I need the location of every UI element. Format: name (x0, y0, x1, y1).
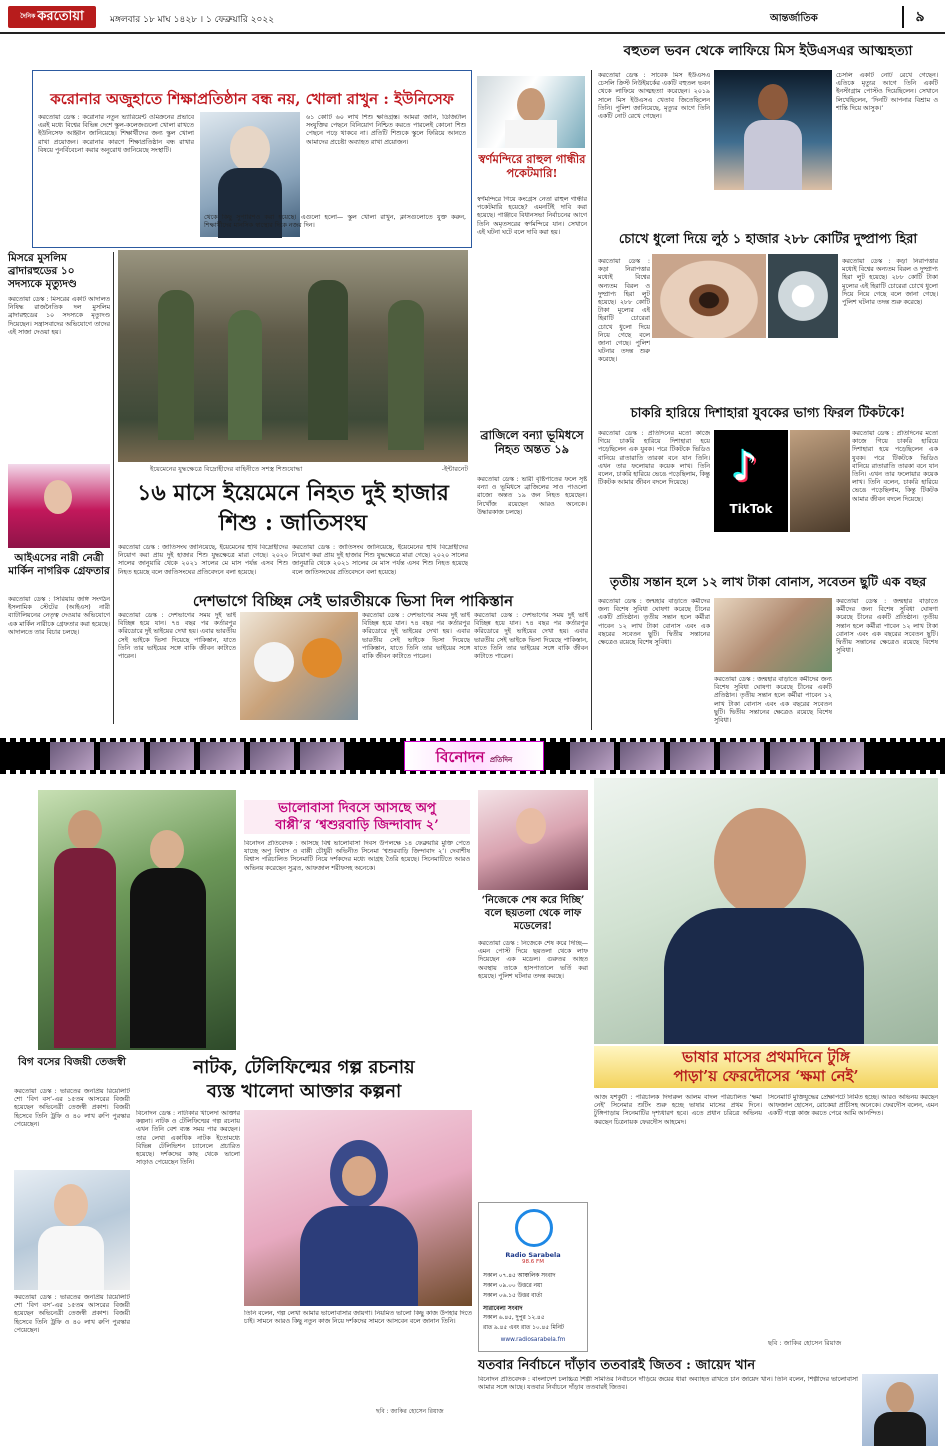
unicef-body-3: থেকে কিছু সুপারিশও করা হয়েছে। এগুলো হলো— স্কুল খোলা রাখুন, ক্লাসগুলোতে যুক্ত করুন, শিক্ষার্থীদের মানসিক স্বাস্থ্যের দিকে নজর দিন। (204, 214, 466, 230)
nijeke-headline: ‘নিজেকে শেষ করে দিচ্ছি’ বলে ছয়তলা থেকে লাফ মডেলের! (481, 895, 585, 932)
diamond-headline: চোখে ধুলো দিয়ে লুঠ ১ হাজার ২৮৮ কোটির দুষ্প্রাপ্য হিরা (618, 232, 918, 247)
radio-schedule-1: সকাল ০৭.৪৫ আঞ্চলিক সংবাদ (483, 1273, 556, 1279)
visa-body-3: করতোয়া ডেস্ক : দেশভাগের সময় দুই ভাই বিচ্ছিন্ন হয়ে যান। ৭৪ বছর পর কর্তারপুর করিডোরে দুই ভাইয়ের দেখা হয়। এবার ভারতীয় সেই ভাইকে ভিসা দিয়েছে পাকিস্তান, যাতে তিনি তার ভাইয়ের সঙ্গে বাকি জীবন কাটাতে পারেন। (474, 612, 588, 661)
visa-brothers-photo (240, 612, 358, 720)
diamond-body: করতোয়া ডেস্ক : কড়া নিরাপত্তার মধ্যেই বিশ্বের অন্যতম বিরল ও দুষ্প্রাপ্য হিরা লুট হয়েছে। ২৮৮ কোটি টাকা মূল্যের এই হিরাটি চোরেরা চোখে ধুলো দিয়ে নিয়ে গেছে বলে জানা গেছে। পুলিশ ঘটনার তদন্ত শুরু করেছে। (598, 258, 650, 364)
visa-body: করতোয়া ডেস্ক : দেশভাগের সময় দুই ভাই বিচ্ছিন্ন হয়ে যান। ৭৪ বছর পর কর্তারপুর করিডোরে দুই ভাইয়ের দেখা হয়। এবার ভারতীয় সেই ভাইকে ভিসা দিয়েছে পাকিস্তান, যাতে তিনি তার ভাইয়ের সঙ্গে বাকি জীবন কাটাতে পারেন। (118, 612, 236, 661)
radio-sarabela-ad (478, 1202, 588, 1352)
bonus-body-2: করতোয়া ডেস্ক : জন্মহার বাড়াতে কর্মীদের জন্য বিশেষ সুবিধা ঘোষণা করেছে চীনের একটি প্রতিষ্ঠান। তৃতীয় সন্তান হলে কর্মীরা পাবেন ১২ লাখ টাকা বোনাস এবং এক বছরের সবেতন ছুটি। দ্বিতীয় সন্তানের ক্ষেত্রেও রয়েছে বিশেষ সুবিধা। (836, 598, 938, 655)
column-rule (591, 70, 592, 730)
unicef-body-2: ৬১ কোটি ৬০ লাখ শিশু ক্ষতিগ্রস্ত। আমরা জানি, ডিজিটাল সংযুক্তির পেছনে বিনিয়োগ নিশ্চিত করতে পারলেই কোনো শিশু পেছনে পড়ে থাকবে না। প্রতিটি শিশুকে স্কুলে ফিরিয়ে আনতে আমাদের প্রচেষ্টা অব্যাহত রাখা প্রয়োজন। (306, 114, 466, 146)
ferdous-photo (594, 778, 938, 1044)
ferdous-body: আজ যশকুটী : পরিচালক দিদারুল আলম বাদল পরিচালিত ‘ক্ষমা নেই’ সিনেমার শুটিং শুরু হচ্ছে ভাষার মাসের প্রথম দিনে। টুঙ্গিপাড়ায় সিনেমাটির দৃশ্যধারণ হবে। এতে প্রধান চরিত্রে অভিনয় করছেন চিত্রনায়ক ফেরদৌস আহমেদ। (594, 1094, 762, 1126)
radio-frequency: 98.6 FM (522, 1259, 544, 1265)
radio-url[interactable]: www.radiosarabela.fm (500, 1337, 566, 1343)
apu-headline: ভালোবাসা দিবসে আসছে অপু বাপ্পী’র ‘শ্বশুরবাড়ি জিন্দাবাদ ২’ (244, 800, 470, 834)
rahul-photo (477, 76, 585, 148)
bonus-headline: তৃতীয় সন্তান হলে ১২ লাখ টাকা বোনাস, সবেতন ছুটি এক বছর (609, 574, 927, 589)
yemen-soldiers-photo (118, 250, 468, 462)
brazil-headline: ব্রাজিলে বন্যা ভূমিধসে নিহত অন্তত ১৯ (480, 428, 584, 456)
egypt-headline: মিসরে মুসলিম ব্রাদারহুডের ১০ সদস্যকে মৃত্যুদণ্ড (8, 252, 77, 290)
model-photo (478, 790, 588, 890)
khaleda-body-2: তিনি বলেন, গল্প লেখা আমার ভালোবাসার জায়গা। নিয়মিত ভালো কিছু কাজ উপহার দিতে চাই। সামনে আরও কিছু নতুন কাজ নিয়ে দর্শকদের সামনে আসবেন বলে জানান তিনি। (244, 1310, 472, 1326)
yemen-caption: ইয়েমেনের যুদ্ধক্ষেত্রে বিদ্রোহীদের বাহিনীতে সশস্ত্র শিশুযোদ্ধা (150, 465, 303, 473)
miss-usa-photo (714, 70, 832, 190)
khaleda-photo (244, 1110, 472, 1306)
yemen-headline: ১৬ মাসে ইয়েমেনে নিহত দুই হাজার শিশু : জাতিসংঘ (137, 480, 449, 536)
ferdous-body-2: সিনেমাটি মুক্তিযুদ্ধের প্রেক্ষাপটে নির্মিত হচ্ছে। আরও অভিনয় করছেন আফজাল হোসেন, রোকেয়া প্রাচীসহ অনেকে। ফেরদৌস বলেন, এমন একটি গল্পে কাজ করতে পেরে আমি আনন্দিত। (768, 1094, 938, 1118)
miss-usa-headline: বহুতল ভবন থেকে লাফিয়ে মিস ইউএসএর আত্মহত্যা (623, 43, 913, 59)
khaleda-headline: নাটক, টেলিফিল্মের গল্প রচনায় ব্যস্ত খালেদা আক্তার কল্পনা (193, 1057, 415, 1102)
isis-headline: আইএসের নারী নেত্রী মার্কিন নাগরিক গ্রেফতার (8, 552, 110, 577)
radio-times: সকাল ৬.৪৫, দুপুর ১২.৪৫ (483, 1315, 545, 1321)
unicef-body: করতোয়া ডেস্ক : করোনার নতুন ভ্যারিয়েন্ট ওমিক্রনের প্রভাবে এরই মধ্যে বিশ্বের বিভিন্ন দেশে স্কুল-কলেজগুলো খোলা রাখতে ইউনিসেফ আহ্বান জানিয়েছে। শিক্ষার্থীদের জন্য স্কুল খোলা রাখা প্রয়োজন। করোনার কারণে শিক্ষাপ্রতিষ্ঠান বন্ধ রাখার বিষয়ে পুনর্বিবেচনা করার অনুরোধ জানিয়েছে সংস্থাটি। (38, 114, 194, 154)
rahul-body: স্বর্ণমন্দিরে গিয়ে কংগ্রেস নেতা রাহুল গান্ধীর পকেটমারি হয়েছে? এমনটিই দাবি করা হয়েছে। পাঞ্জাবে বিধানসভা নির্বাচনের আগে তিনি অমৃতসরের স্বর্ণমন্দিরে যান। সেখানে এই ঘটনা ঘটে বলে দাবি করা হয়। (477, 196, 587, 236)
yemen-body: করতোয়া ডেস্ক : জাতিসংঘ জানিয়েছে, ইয়েমেনের হুথি বিদ্রোহীদের নিয়োগ করা প্রায় দুই হাজার শিশু যুদ্ধক্ষেত্রে মারা গেছে। ২০২০ সালের জানুয়ারি থেকে ২০২১ সালের মে মাস পর্যন্ত এসব শিশু নিহত হয়েছে বলে জাতিসংঘের প্রতিবেদনে বলা হয়েছে। (118, 544, 288, 576)
egypt-body: করতোয়া ডেস্ক : মিসরের একটি আদালত নিষিদ্ধ রাজনৈতিক দল মুসলিম ব্রাদারহুডের ১০ সদস্যকে মৃত্যুদণ্ড দিয়েছেন। সন্ত্রাসবাদের অভিযোগে তাদের এই সাজা দেওয়া হয়। (8, 296, 110, 336)
zayed-photo (862, 1374, 938, 1446)
bonus-family-photo (714, 598, 832, 672)
unicef-headline: করোনার অজুহাতে শিক্ষাপ্রতিষ্ঠান বন্ধ নয়, খোলা রাখুন : ইউনিসেফ (50, 90, 454, 108)
miss-usa-body: করতোয়া ডেস্ক : সাবেক মিস ইউএসএ চেসলি ক্রিস্ট নিউইয়র্কের একটি বহুতল ভবন থেকে লাফিয়ে আত্মহত্যা করেছেন। ২০১৯ সালে মিস ইউএসএ খেতাব জিতেছিলেন তিনি। পুলিশ জানিয়েছে, মৃত্যুর আগে তিনি একটি নোট রেখে গেছেন। (598, 72, 710, 121)
bonus-body-3: করতোয়া ডেস্ক : জন্মহার বাড়াতে কর্মীদের জন্য বিশেষ সুবিধা ঘোষণা করেছে চীনের একটি প্রতিষ্ঠান। তৃতীয় সন্তান হলে কর্মীরা পাবেন ১২ লাখ টাকা বোনাস এবং এক বছরের সবেতন ছুটি। দ্বিতীয় সন্তানের ক্ষেত্রেও রয়েছে বিশেষ সুবিধা। (714, 676, 832, 725)
tiktok-body: করতোয়া ডেস্ক : প্রতিদিনের মতো কাজে গিয়ে চাকরি হারিয়ে দিশাহারা হয়ে পড়েছিলেন এক যুবক। পরে টিকটকে ভিডিও বানিয়ে রাতারাতি তারকা বনে যান তিনি। এখন তার ফলোয়ার কয়েক লাখ। তিনি বলেন, চাকরি হারিয়ে ভেঙে পড়েছিলাম, কিন্তু টিকটক আমার জীবন বদলে দিয়েছে। (598, 430, 710, 487)
yemen-credit: -ইন্টারনেট (441, 465, 468, 473)
visa-headline: দেশভাগে বিচ্ছিন্ন সেই ভারতীয়কে ভিসা দিল পাকিস্তান (192, 592, 514, 610)
tiktok-logo-text: TikTok (729, 502, 773, 516)
diamond-photo (768, 254, 838, 338)
tejasswi-photo (14, 1170, 130, 1290)
zayed-body: বিনোদন প্রতিবেদক : বাংলাদেশ চলচ্চিত্র শিল্পী সমিতির নির্বাচনে দাঁড়িয়ে জয়ের ধারা অব্যাহত রাখতে চান জায়েদ খান। তিনি বলেন, শিল্পীদের ভালোবাসা আমার সঙ্গে আছে। যতবার নির্বাচনে দাঁড়াব ততবারই জিতব। (478, 1376, 858, 1392)
brazil-body: করতোয়া ডেস্ক : ভারী বৃষ্টিপাতের ফলে সৃষ্ট বন্যা ও ভূমিধসে ব্রাজিলের সাও পাওলো রাজ্যে অন্তত ১৯ জন নিহত হয়েছেন। নিখোঁজ রয়েছেন আরও অনেকে। উদ্ধারকাজ চলছে। (477, 476, 587, 516)
tiktok-note-icon: ♪ (732, 444, 758, 490)
bigboss-body: করতোয়া ডেস্ক : ভারতের জনপ্রিয় রিয়েলিটি শো ‘বিগ বস’-এর ১৫তম আসরের বিজয়ী হয়েছেন অভিনেত্রী তেজস্বী প্রকাশ। বিজয়ী হিসেবে তিনি ট্রফি ও ৪০ লাখ রুপি পুরস্কার পেয়েছেন। (14, 1088, 130, 1128)
radio-schedule-2: সকাল ০৯.০০ উত্তরে নয়া (483, 1283, 543, 1289)
ferdous-credit: ছবি : জাকির হোসেন রিয়াজ (768, 1339, 842, 1347)
radio-name: Radio Sarabela (505, 1251, 561, 1259)
nijeke-body: করতোয়া ডেস্ক : নিজেকে শেষ করে দিচ্ছি—এমন পোস্ট দিয়ে ছয়তলা থেকে লাফ দিয়েছেন এক মডেল। গুরুতর আহত অবস্থায় তাকে হাসপাতালে ভর্তি করা হয়েছে। পুলিশ ঘটনার তদন্ত করছে। (478, 940, 588, 980)
tiktok-logo-box (714, 430, 788, 532)
miss-usa-body-2: চেসলি একটি নোট রেখে গেছেন। এতিকে মৃত্যুর আগে তিনি একটি ইনস্টাগ্রাম পোস্টও দিয়েছিলেন। সেখানে লিখেছিলেন, ‘দিনটি আপনার বিশ্রাম ও শান্তি দিয়ে আসুক।’ (836, 72, 938, 112)
bonus-body: করতোয়া ডেস্ক : জন্মহার বাড়াতে কর্মীদের জন্য বিশেষ সুবিধা ঘোষণা করেছে চীনের একটি প্রতিষ্ঠান। তৃতীয় সন্তান হলে কর্মীরা পাবেন ১২ লাখ টাকা বোনাস এবং এক বছরের সবেতন ছুটি। দ্বিতীয় সন্তানের ক্ষেত্রেও রয়েছে বিশেষ সুবিধা। (598, 598, 710, 647)
radio-schedule-3: সকাল ০৬.১৫ উত্তর বার্তা (483, 1293, 543, 1299)
radio-logo-icon (515, 1209, 553, 1247)
eye-photo (652, 254, 766, 338)
bigboss-headline: বিগ বসের বিজয়ী তেজস্বী (18, 1056, 126, 1068)
tiktok-body-2: করতোয়া ডেস্ক : প্রতিদিনের মতো কাজে গিয়ে চাকরি হারিয়ে দিশাহারা হয়ে পড়েছিলেন এক যুবক। পরে টিকটকে ভিডিও বানিয়ে রাতারাতি তারকা বনে যান তিনি। এখন তার ফলোয়ার কয়েক লাখ। তিনি বলেন, চাকরি হারিয়ে ভেঙে পড়েছিলাম, কিন্তু টিকটক আমার জীবন বদলে দিয়েছে। (852, 430, 938, 503)
bigboss-body-2: করতোয়া ডেস্ক : ভারতের জনপ্রিয় রিয়েলিটি শো ‘বিগ বস’-এর ১৫তম আসরের বিজয়ী হয়েছেন অভিনেত্রী তেজস্বী প্রকাশ। বিজয়ী হিসেবে তিনি ট্রফি ও ৪০ লাখ রুপি পুরস্কার পেয়েছেন। (14, 1294, 130, 1334)
zayed-headline: যতবার নির্বাচনে দাঁড়াব ততবারই জিতব : জায়েদ খান (478, 1358, 756, 1373)
radio-times-2: রাত ৯.৪৫ এবং রাত ১০.৪৫ মিনিট (483, 1325, 564, 1331)
apu-body: বিনোদন প্রতিবেদক : আসছে বিশ্ব ভালোবাসা দিবস উপলক্ষে ১৪ ফেব্রুয়ারি মুক্তি পেতে যাচ্ছে অপু বিশ্বাস ও বাপ্পী চৌধুরী অভিনীত সিনেমা ‘শ্বশুরবাড়ি জিন্দাবাদ ২’। দেবাশীষ বিশ্বাস পরিচালিত সিনেমাটি নিয়ে দর্শকদের মধ্যে আগ্রহ তৈরি হয়েছে। সিনেমাটিতে আরও অভিনয় করেছেন সুব্রত, আফজাল শরীফসহ অনেকে। (244, 840, 470, 872)
column-rule (113, 252, 114, 724)
rahul-headline: স্বর্ণমন্দিরে রাহুল গান্ধীর পকেটমারি! (478, 152, 586, 180)
newspaper-logo: $^{দৈনিক}$ করতোয়া (8, 6, 96, 28)
entertainment-title: বিনোদন প্রতিদিন (404, 741, 544, 771)
khaleda-body: বিনোদন ডেস্ক : নাট্যকার খালেদা আক্তার কল্পনা। নাটক ও টেলিফিল্মের গল্প রচনায় এখন তিনি বেশ ব্যস্ত সময় পার করছেন। তার লেখা একাধিক নাটক ইতোমধ্যে বিভিন্ন টেলিভিশন চ্যানেলে প্রচারিত হয়েছে। দর্শকদের কাছ থেকে ভালো সাড়াও পেয়েছেন তিনি। (136, 1110, 240, 1167)
date-line: মঙ্গলবার ১৮ মাঘ ১৪২৮ । ১ ফেব্রুয়ারি ২০২২ (110, 15, 275, 25)
tiktok-man-photo (790, 430, 850, 532)
page-number: ৯ (902, 6, 936, 28)
khaleda-credit: ছবি : জাকির হোসেন রিয়াজ (376, 1408, 444, 1415)
ferdous-headline: ভাষার মাসের প্রথমদিনে টুঙ্গি পাড়া’য় ফেরদৌসের ‘ক্ষমা নেই’ (594, 1046, 938, 1088)
tiktok-headline: চাকরি হারিয়ে দিশাহারা যুবকের ভাগ্য ফিরল টিকটকে! (630, 406, 906, 421)
diamond-body-2: করতোয়া ডেস্ক : কড়া নিরাপত্তার মধ্যেই বিশ্বের অন্যতম বিরল ও দুষ্প্রাপ্য হিরা লুট হয়েছে। ২৮৮ কোটি টাকা মূল্যের এই হিরাটি চোরেরা চোখে ধুলো দিয়ে নিয়ে গেছে বলে জানা গেছে। পুলিশ ঘটনার তদন্ত শুরু করেছে। (842, 258, 938, 307)
visa-body-2: করতোয়া ডেস্ক : দেশভাগের সময় দুই ভাই বিচ্ছিন্ন হয়ে যান। ৭৪ বছর পর কর্তারপুর করিডোরে দুই ভাইয়ের দেখা হয়। এবার ভারতীয় সেই ভাইকে ভিসা দিয়েছে পাকিস্তান, যাতে তিনি তার ভাইয়ের সঙ্গে বাকি জীবন কাটাতে পারেন। (362, 612, 470, 661)
yemen-body-2: করতোয়া ডেস্ক : জাতিসংঘ জানিয়েছে, ইয়েমেনের হুথি বিদ্রোহীদের নিয়োগ করা প্রায় দুই হাজার শিশু যুদ্ধক্ষেত্রে মারা গেছে। ২০২০ সালের জানুয়ারি থেকে ২০২১ সালের মে মাস পর্যন্ত এসব শিশু নিহত হয়েছে বলে জাতিসংঘের প্রতিবেদনে বলা হয়েছে। (292, 544, 468, 576)
isis-woman-photo (8, 464, 110, 548)
isis-body: করতোয়া ডেস্ক : সিরিয়ায় জঙ্গি সংগঠন ইসলামিক স্টেটের (আইএস) নারী ব্যাটালিয়নের নেতৃত্ব দেওয়ার অভিযোগে এক মার্কিন নারীকে গ্রেফতার করা হয়েছে। আদালতে তার বিচার চলছে। (8, 596, 110, 636)
section-name: আন্তর্জাতিক (770, 13, 818, 24)
radio-schedule-label: সারাবেলা সংবাদ (483, 1305, 523, 1312)
apu-bappy-photo (38, 790, 236, 1050)
